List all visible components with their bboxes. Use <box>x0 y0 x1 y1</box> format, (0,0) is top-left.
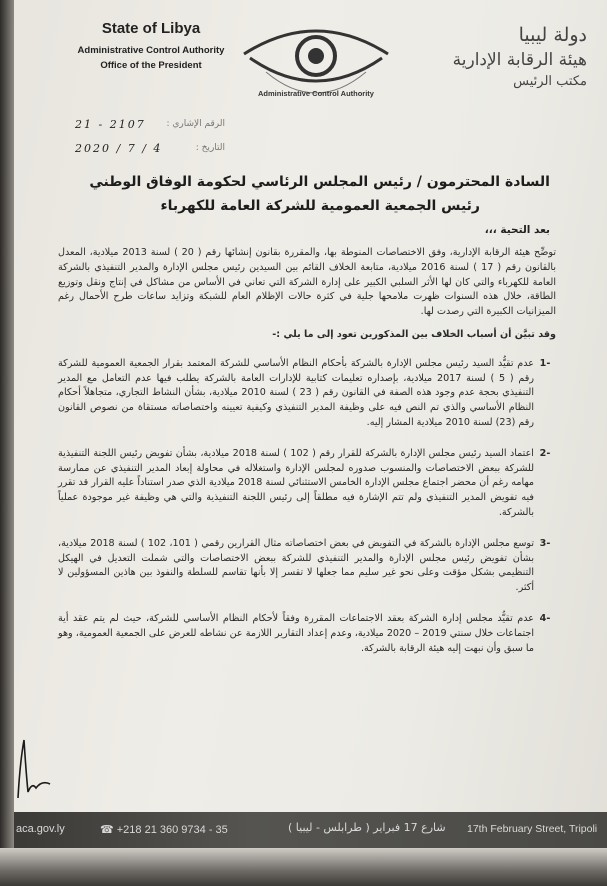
addressee-line-1: السادة المحترمون / رئيس المجلس الرئاسي لحكومة الوفاق الوطني <box>89 174 550 190</box>
item-number: 4- <box>539 612 551 624</box>
list-item <box>58 447 556 521</box>
list-item <box>58 357 556 431</box>
footer-phone: ☎ +218 21 360 9734 - 35 <box>100 824 228 836</box>
addressee-line-2: رئيس الجمعية العمومية للشركة العامة للكهرباء <box>160 198 480 214</box>
ref-value: 21 - 2107 <box>75 117 146 131</box>
reference-row <box>75 112 225 136</box>
footer-website: aca.gov.ly <box>16 823 65 835</box>
header-state-title: State of Libya <box>101 20 201 37</box>
intro-paragraph: توضِّح هيئة الرقابة الإدارية، وفق الاختصاصات المنوطة بها، والمقررة بقانون إنشائها رقم ( 20 ) لسنة 2013 ميلادية، المعدل بالقانون رقم ( 17 ) لسنة 2016 ميلادية، متابعة الخلاف القائم بين السيدين رئيس مجلس الإدارة والمدير التنفيذي بالشركة العامة للكهرباء والتي كان لها الأثر السلبي الكبير على إدارة الشركة التي تعاني في الأساس من مشاكل في إنتاج ونقل وتوزيع الطاقة، خلال هذه السنوات ظهرت ملامحها جلية في كثرة حالات الإظلام العام للشبكة وتزايد ساعات طرح الأحمال رغم الميزانيات الكبيرة التي رصدت لها. <box>58 247 557 318</box>
photo-edge-left <box>0 0 14 886</box>
footer-address-ar: شارع 17 فبراير ( طرابلس - ليبيا ) <box>288 821 446 834</box>
item-text: اعتماد السيد رئيس مجلس الإدارة بالشركة للقرار رقم ( 102 ) لسنة 2018 ميلادية، بشأن تفويض رئيس اللجنة التنفيذية للشركة ببعض الاختصاصات والمنسوب صدوره لمجلس الإدارة واستغلاله في محاولة إبعاد المدير التنفيذي عن ممارسة مهامه رغم أن محضر اجتماع مجلس الإدارة الخامس الاستثنائي لسنة 2018 ميلادية الذي صدر استناداً عليه القرار قد تقرر فيه تفويض المدير التنفيذي ولم تتم الإشارة فيه مطلقاً إلى رئيس اللجنة التنفيذية والتي هي وظيفة غير موجودة عملياً بالشركة. <box>58 447 535 518</box>
header-state-title-ar: دولة ليبيا <box>518 24 587 46</box>
signature-mark-icon <box>14 732 54 802</box>
header-arabic <box>415 22 587 92</box>
reference-block <box>75 112 225 160</box>
header-office-name-ar: مكتب الرئيس <box>513 74 587 89</box>
list-item <box>58 612 556 656</box>
header-authority-name-ar: هيئة الرقابة الإدارية <box>452 50 587 70</box>
item-number: 1- <box>539 357 551 369</box>
list-item <box>58 537 556 596</box>
date-row <box>75 136 225 160</box>
addressee-block <box>80 170 550 218</box>
date-value: 2020 / 7 / 4 <box>75 141 163 155</box>
header-office-name: Office of the President <box>100 60 202 71</box>
ref-label: الرقم الإشاري : <box>166 119 225 129</box>
footer-bar <box>14 812 607 848</box>
item-number: 3- <box>539 537 551 549</box>
footer-address-en: 17th February Street, Tripoli <box>467 823 598 835</box>
greeting: بعد التحية ،،، <box>484 224 550 236</box>
photo-edge-bottom <box>0 848 607 886</box>
letter-body <box>58 246 556 672</box>
item-text: عدم تقيُّد السيد رئيس مجلس الإدارة بالشركة بأحكام النظام الأساسي للشركة المعتمد بقرار الجمعية العمومية للشركة رقم ( 5 ) لسنة 2017 ميلادية، بإصداره تعليمات كتابية للإدارات العامة بالشركة يطلب فيها عدم التعامل مع المدير التنفيذي بحجة عدم وجود هذه الصفة في القانون رقم ( 23 ) لسنة 2010 ميلادية، بشأن النشاط التجاري، متجاهلاً أحكام النظام الأساسي والذي تم النص فيه على وظيفة المدير التنفيذي وكيفية تعيينه واختصاصاته مستقاة من نصوص القانون رقم (23) لسنة 2010 ميلادية المشار إليه. <box>58 357 534 428</box>
date-label: التاريخ : <box>195 143 225 153</box>
header-authority-name: Administrative Control Authority <box>77 45 225 56</box>
causes-intro: وقد تبيَّن أن أسباب الخلاف بين المذكورين تعود إلى ما يلي :- <box>272 328 556 340</box>
logo-caption: Administrative Control Authority <box>258 89 374 98</box>
authority-logo-icon <box>236 14 396 110</box>
item-number: 2- <box>539 447 551 459</box>
item-text: عدم تقيُّد مجلس إدارة الشركة بعقد الاجتماعات المقررة وفقاً لأحكام النظام الأساسي للشركة، حيث لم يتم عقد أية اجتماعات خلال سنتي 2019 – 2020 ميلادية، وعدم إعداد التقارير اللازمة عن نشاطه للعرض على الجمعية العمومية، وهو ما سبق وأن نبهت إليه هيئة الرقابة بالشركة. <box>58 612 534 654</box>
header-english <box>70 20 232 73</box>
item-text: توسع مجلس الإدارة بالشركة في التفويض في بعض اختصاصاته مثال القرارين رقمي ( 101، 102 ) لسنة 2018 ميلادية، بشأن تفويض رئيس مجلس الإدارة والمدير التنفيذي للشركة ببعض الاختصاصات والتي شملت التعديل في الهيكل التنظيمي بشكل مؤقت وعلى نحو غير سليم مما جعلها لا تقسر إلا بأنها تقاسم للسلطة والنفوذ بين هاذين المسؤولين لا أكثر. <box>58 537 534 594</box>
